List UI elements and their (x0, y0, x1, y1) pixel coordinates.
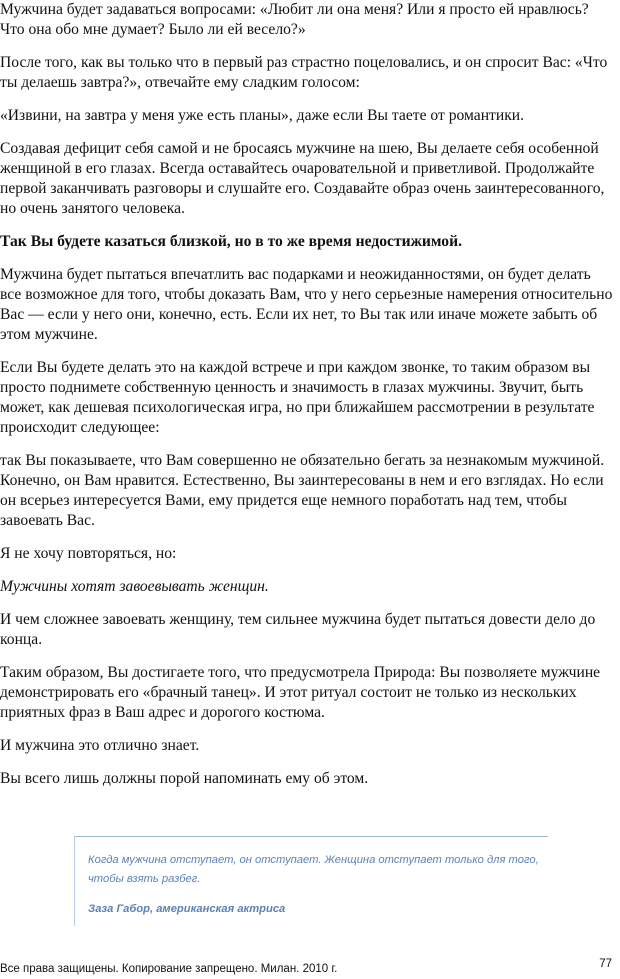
quote-box (74, 836, 548, 926)
paragraph: Вы всего лишь должны порой напоминать ему об этом. (0, 770, 369, 787)
page-footer (0, 958, 620, 978)
paragraph: После того, как вы только что в первый раз страстно поцеловались, и он спросит Вас: «Что ты делаешь завтра?», отвечайте ему сладким голосом: (0, 54, 608, 91)
paragraph: Я не хочу повторяться, но: (0, 545, 177, 562)
quote-author: Заза Габор, американская актриса (88, 903, 286, 915)
paragraph: Если Вы будете делать это на каждой встрече и при каждом звонке, то таким образом вы просто поднимете собственную ценность и значимость в глазах мужчины. Звучит, быть может, как дешевая психологическая игра, но при ближайшем рассмотрении в результате происходит следующее: (0, 359, 595, 436)
paragraph: «Извини, на завтра у меня уже есть планы», даже если Вы таете от романтики. (0, 107, 525, 124)
paragraph: Создавая дефицит себя самой и не бросаясь мужчине на шею, Вы делаете себя особенной женщиной в его глазах. Всегда оставайтесь очаровательной и приветливой. Продолжайте первой заканчивать разговоры и слушайте его. Создавайте образ очень заинтересованного, но очень занятого человека. (0, 140, 605, 217)
bold-paragraph: Так Вы будете казаться близкой, но в то же время недостижимой. (0, 233, 462, 250)
paragraph: Мужчина будет задаваться вопросами: «Любит ли она меня? Или я просто ей нравлюсь? Что она обо мне думает? Было ли ей весело?» (0, 1, 589, 38)
page-number: 77 (599, 958, 612, 970)
italic-paragraph: Мужчины хотят завоевывать женщин. (0, 578, 269, 595)
copyright-notice: Все права защищены. Копирование запрещено. Милан. 2010 г. (0, 963, 338, 975)
quote-text: Когда мужчина отступает, он отступает. Женщина отступает только для того, чтобы взять разбег. (88, 854, 539, 885)
paragraph: Мужчина будет пытаться впечатлить вас подарками и неожиданностями, он будет делать все возможное для того, чтобы доказать Вам, что у него серьезные намерения относительно Вас — если у него они, конечно, есть. Если их нет, то Вы так или иначе можете забыть об этом мужчине. (0, 266, 613, 343)
paragraph: Таким образом, Вы достигаете того, что предусмотрела Природа: Вы позволяете мужчине демонстрировать его «брачный танец». И этот ритуал состоит не только из нескольких приятных фраз в Ваш адрес и дорогого костюма. (0, 664, 601, 721)
paragraph: И чем сложнее завоевать женщину, тем сильнее мужчина будет пытаться довести дело до конца. (0, 611, 596, 648)
paragraph: так Вы показываете, что Вам совершенно не обязательно бегать за незнакомым мужчиной. Конечно, он Вам нравится. Естественно, Вы заинтересованы в нем и его взглядах. Но если он всерьез интересуется Вами, ему придется еще немного поработать над тем, чтобы завоевать Вас. (0, 452, 605, 529)
paragraph: И мужчина это отлично знает. (0, 737, 200, 754)
